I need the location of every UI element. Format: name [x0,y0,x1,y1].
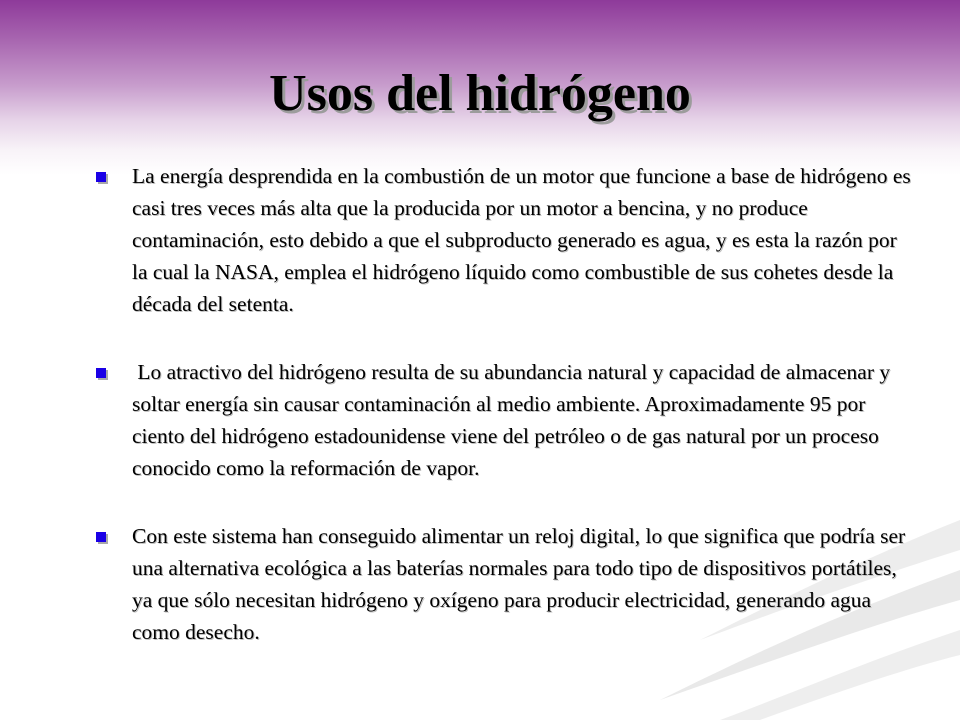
bullet-item [92,160,912,320]
bullet-text: La energía desprendida en la combustión de un motor que funcione a base de hidrógeno es casi tres veces más alta que la producida por un motor a bencina, y no produce contaminación, esto debido a que el subproducto generado es agua, y es esta la razón por la cual la NASA, emplea el hidrógeno líquido como combustible de sus cohetes desde la década del setenta. [132,164,911,316]
bullet-item [92,520,912,648]
bullet-item [92,356,912,484]
bullet-text: Lo atractivo del hidrógeno resulta de su abundancia natural y capacidad de almacenar y soltar energía sin causar contaminación al medio ambiente. Aproximadamente 95 por ciento del hidrógeno estadounidense viene del petróleo o de gas natural por un proceso conocido como la reformación de vapor. [132,360,896,480]
square-bullet-icon [96,532,106,542]
bullet-list [92,160,912,648]
bullet-text: Con este sistema han conseguido alimentar un reloj digital, lo que significa que podría ser una alternativa ecológica a las baterías normales para todo tipo de dispositivos portátiles, ya que sólo necesitan hidrógeno y oxígeno para producir electricidad, generando agua como desecho. [132,524,906,644]
slide-title: Usos del hidrógeno [269,65,691,122]
square-bullet-icon [96,172,106,182]
square-bullet-icon [96,368,106,378]
